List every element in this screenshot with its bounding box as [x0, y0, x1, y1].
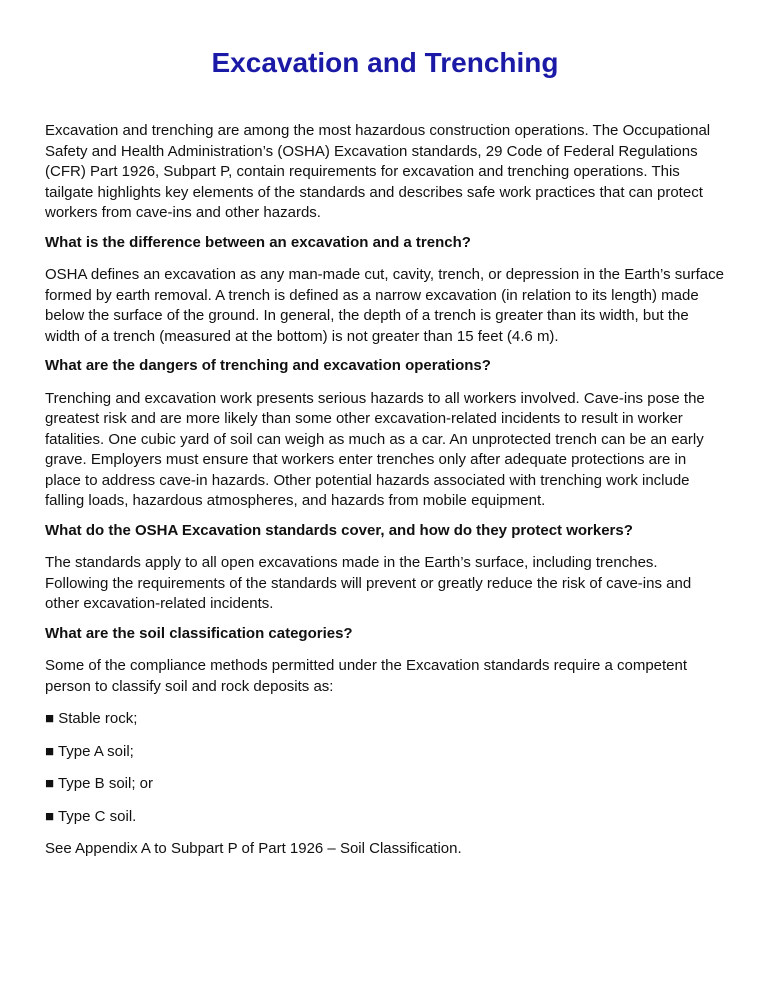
list-item-type-a-soil: ■ Type A soil; — [45, 742, 134, 760]
document-page — [45, 0, 725, 860]
section-paragraph-standards: The standards apply to all open excavations made in the Earth’s surface, including trenches. Following the requirements of the standards will prevent or greatly reduce the risk of cave-ins and other excavation-related incidents. — [45, 554, 692, 612]
intro-paragraph: Excavation and trenching are among the most hazardous construction operations. The Occupational Safety and Health Administration’s (OSHA) Excavation standards, 29 Code of Federal Regulations (CFR) Part 1926, Subpart P, contain requirements for excavation and trenching operations. This tailgate highlights key elements of the standards and describes safe work practices that can protect workers from cave-ins and other hazards. — [45, 122, 711, 221]
list-item-type-b-soil: ■ Type B soil; or — [45, 775, 153, 792]
section-heading-standards: What do the OSHA Excavation standards cover, and how do they protect workers? — [45, 521, 633, 539]
section-paragraph-soil-classification: Some of the compliance methods permitted under the Excavation standards require a competent person to classify soil and rock deposits as: — [45, 657, 688, 695]
section-paragraph-dangers: Trenching and excavation work presents serious hazards to all workers involved. Cave-ins pose the greatest risk and are more likely than some other excavation-related incidents to result in worker fatalities. One cubic yard of soil can weigh as much as a car. An unprotected trench can be an early grave. Employers must ensure that workers enter trenches only after adequate protections are in place to address cave-in hazards. Other potential hazards associated with trenching work include falling loads, hazardous atmospheres, and hazards from mobile equipment. — [45, 389, 705, 509]
section-paragraph-difference: OSHA defines an excavation as any man-made cut, cavity, trench, or depression in the Earth’s surface formed by earth removal. A trench is defined as a narrow excavation (in relation to its length) made below the surface of the ground. In general, the depth of a trench is greater than its width, but the width of a trench (measured at the bottom) is not greater than 15 feet (4.6 m). — [45, 266, 724, 345]
section-heading-soil-classification: What are the soil classification categories? — [45, 624, 353, 642]
list-item-stable-rock: ■ Stable rock; — [45, 710, 138, 727]
section-heading-dangers: What are the dangers of trenching and excavation operations? — [45, 357, 491, 374]
list-item-type-c-soil: ■ Type C soil. — [45, 807, 137, 825]
section-heading-difference: What is the difference between an excavation and a trench? — [45, 233, 471, 251]
page-title: Excavation and Trenching — [211, 47, 559, 78]
closing-paragraph: See Appendix A to Subpart P of Part 1926 – Soil Classification. — [45, 840, 462, 857]
